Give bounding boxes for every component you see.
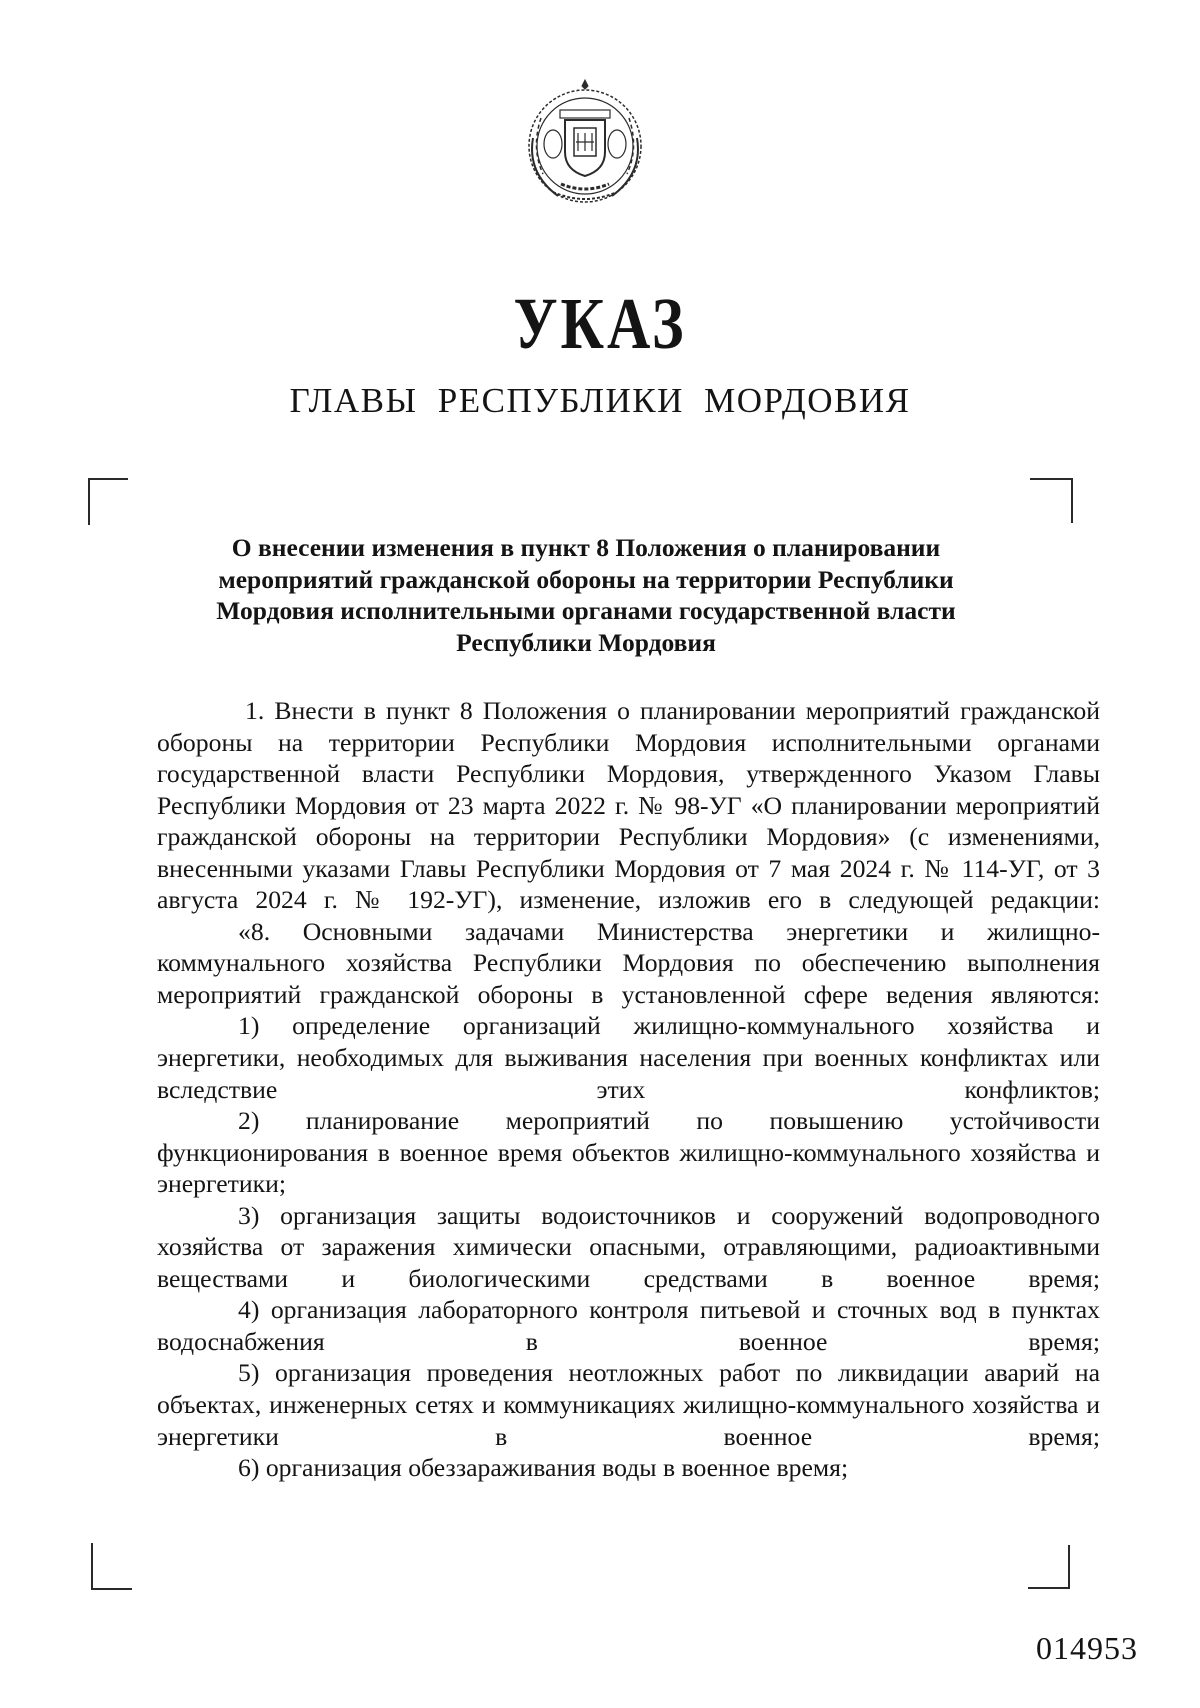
document-type-title: УКАЗ [513, 283, 687, 364]
body-paragraph: «8. Основными задачами Министерства энергетики и жилищно-коммунального хозяйства Республики Мордовия по обеспечению выполнения мероприятий гражданской обороны в установленной сфере ведения являются: [157, 916, 1100, 1009]
subject-line: Мордовия исполнительными органами государственной власти [216, 596, 956, 625]
body-paragraph: 1. Внести в пункт 8 Положения о планировании мероприятий гражданской обороны на территории Республики Мордовия исполнительными органами государственной власти Республики Мордовия, утвержденного Указом Главы Республики Мордовия от 23 марта 2022 г. № 98-УГ «О планировании мероприятий гражданской обороны на территории Республики Мордовия» (с изменениями, внесенными указами Главы Республики Мордовия от 7 мая 2024 г. № 114-УГ, от 3 августа 2024 г. № 192-УГ), изменение, изложив его в следующей редакции: [157, 696, 1100, 915]
corner-mark-top-right [1030, 478, 1073, 523]
body-paragraph: 1) определение организаций жилищно-коммунального хозяйства и энергетики, необходимых для выживания населения при военных конфликтах или вследствие этих конфликтов; [157, 1011, 1100, 1104]
subject-line: мероприятий гражданской обороны на территории Республики [218, 564, 954, 594]
subject-line: Республики Мордовия [456, 627, 716, 657]
body-paragraph: 5) организация проведения неотложных работ по ликвидации аварий на объектах, инженерных сетях и коммуникациях жилищно-коммунального хозяйства и энергетики в военное время; [157, 1358, 1100, 1451]
corner-mark-bottom-left [91, 1543, 132, 1590]
subject-line: О внесении изменения в пункт 8 Положения о планировании [231, 533, 941, 562]
coat-of-arms-emblem [513, 78, 658, 212]
decree-subject-heading [186, 532, 986, 658]
corner-mark-bottom-right [1028, 1545, 1070, 1589]
body-paragraph: 3) организация защиты водоисточников и сооружений водопроводного хозяйства от заражения химически опасными, отравляющими, радиоактивными веществами и биологическими средствами в военное время; [157, 1200, 1100, 1293]
body-paragraph: 6) организация обеззараживания воды в военное время; [238, 1453, 849, 1483]
decree-body [157, 695, 1100, 1484]
corner-mark-top-left [88, 478, 128, 525]
form-serial-number: 014953 [1036, 1630, 1138, 1666]
body-paragraph: 2) планирование мероприятий по повышению устойчивости функционирования в военное время объектов жилищно-коммунального хозяйства и энергетики; [157, 1106, 1100, 1199]
body-paragraph: 4) организация лабораторного контроля питьевой и сточных вод в пунктах водоснабжения в военное время; [157, 1295, 1100, 1356]
issuer-title: ГЛАВЫ РЕСПУБЛИКИ МОРДОВИЯ [289, 381, 911, 420]
